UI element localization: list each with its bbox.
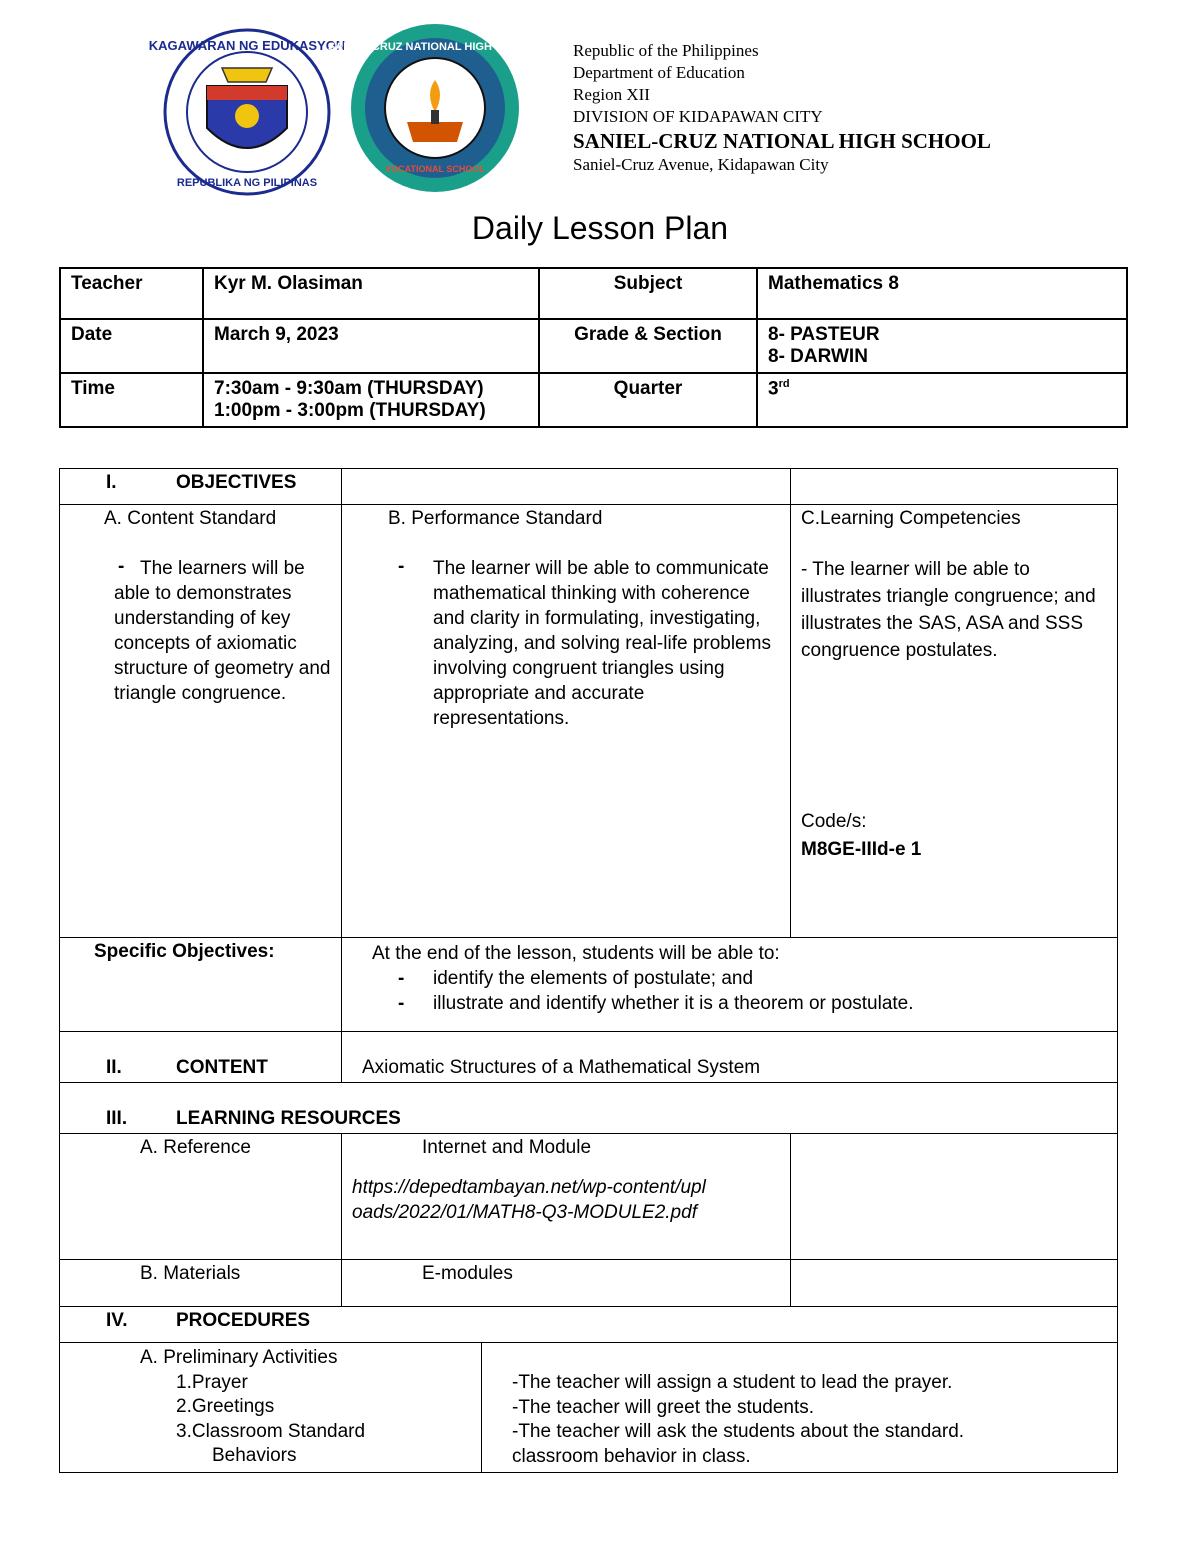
objectives-title: OBJECTIVES xyxy=(176,472,297,493)
empty-cell xyxy=(791,469,1118,505)
lesson-table xyxy=(59,468,1118,1473)
school-seal-logo xyxy=(327,22,543,194)
svg-text:KAGAWARAN NG EDUKASYON: KAGAWARAN NG EDUKASYON xyxy=(148,38,346,53)
section-1: 8- PASTEUR xyxy=(768,324,880,345)
content-standard-label: A. Content Standard xyxy=(104,508,277,529)
date-value: March 9, 2023 xyxy=(203,319,539,373)
teacher-label: Teacher xyxy=(60,268,203,319)
teacher-value: Kyr M. Olasiman xyxy=(203,268,539,319)
specific-objective-item xyxy=(372,991,1107,1016)
quarter-label: Quarter xyxy=(539,373,757,427)
specific-objective-text: illustrate and identify whether it is a theorem or postulate. xyxy=(433,993,914,1014)
letterhead-line: Department of Education xyxy=(573,63,745,82)
quarter-suffix: rd xyxy=(778,378,790,390)
svg-text:REPUBLIKA NG PILIPINAS: REPUBLIKA NG PILIPINAS xyxy=(176,177,318,189)
procedure-notes-cell xyxy=(482,1343,1118,1473)
empty-cell xyxy=(791,1134,1118,1260)
procedure-note: -The teacher will ask the students about the standard. xyxy=(512,1421,965,1442)
subject-value: Mathematics 8 xyxy=(757,268,1127,319)
time-label: Time xyxy=(60,373,203,427)
performance-standard-item xyxy=(398,556,780,731)
content-standard-text xyxy=(114,556,331,706)
procedure-note: -The teacher will assign a student to lead the prayer. xyxy=(512,1372,953,1393)
reference-value: Internet and Module xyxy=(422,1137,592,1158)
school-name: SANIEL-CRUZ NATIONAL HIGH SCHOOL xyxy=(573,129,991,153)
content-heading xyxy=(60,1032,342,1083)
step-item-continued: Behaviors xyxy=(212,1445,297,1466)
deped-seal-logo xyxy=(148,28,346,196)
specific-objectives-intro: At the end of the lesson, students will be able to: xyxy=(372,943,780,964)
competency-code: M8GE-IIId-e 1 xyxy=(801,839,922,860)
info-table xyxy=(59,267,1128,428)
content-standard-item xyxy=(114,556,331,706)
step-item: 3.Classroom Standard xyxy=(176,1420,366,1442)
specific-objective-text: identify the elements of postulate; and xyxy=(433,968,754,989)
grade-label: Grade & Section xyxy=(539,319,757,373)
time-value xyxy=(203,373,539,427)
reference-label: A. Reference xyxy=(60,1134,342,1260)
svg-text:VOCATIONAL SCHOOL: VOCATIONAL SCHOOL xyxy=(385,164,485,174)
specific-objectives-cell xyxy=(342,938,1118,1032)
empty-cell xyxy=(342,469,791,505)
resources-title: LEARNING RESOURCES xyxy=(176,1108,401,1129)
dash-mark: - xyxy=(398,993,405,1014)
empty-cell xyxy=(791,1260,1118,1307)
content-num: II. xyxy=(106,1057,122,1078)
materials-value: E-modules xyxy=(342,1260,791,1307)
specific-objective-item xyxy=(372,966,1107,991)
resources-num: III. xyxy=(106,1108,128,1129)
letterhead-line: Region XII xyxy=(573,85,650,104)
quarter-value xyxy=(757,373,1127,427)
objectives-num: I. xyxy=(106,472,117,493)
date-label: Date xyxy=(60,319,203,373)
time-slot-1: 7:30am - 9:30am (THURSDAY) xyxy=(214,378,484,399)
performance-standard-cell xyxy=(342,505,791,938)
preliminary-activities-label: A. Preliminary Activities xyxy=(140,1347,338,1368)
letterhead-line: Republic of the Philippines xyxy=(573,41,759,60)
content-text: Axiomatic Structures of a Mathematical System xyxy=(342,1032,1118,1083)
code-label: Code/s: xyxy=(801,811,867,832)
time-slot-2: 1:00pm - 3:00pm (THURSDAY) xyxy=(214,400,486,421)
procedures-title: PROCEDURES xyxy=(176,1310,311,1331)
subject-label: Subject xyxy=(539,268,757,319)
specific-objectives-label: Specific Objectives: xyxy=(60,938,342,1032)
step-item: 1.Prayer xyxy=(176,1371,248,1393)
content-standard-value: The learners will be able to demonstrates understanding of key concepts of axiomatic structure of geometry and triangle congruence. xyxy=(114,558,331,704)
competencies-cell xyxy=(791,505,1118,938)
grade-value xyxy=(757,319,1127,373)
procedure-note: -The teacher will greet the students. xyxy=(512,1396,815,1418)
performance-standard-text: The learner will be able to communicate mathematical thinking with coherence and clarity in formulating, investigating, analyzing, and solving real-life problems involving congruent triangles using appropriate and accurate representations. xyxy=(433,558,771,729)
svg-text:SANIEL-CRUZ NATIONAL HIGH SCHO: SANIEL-CRUZ NATIONAL HIGH SCHOOL xyxy=(327,41,543,53)
page-title: Daily Lesson Plan xyxy=(471,210,729,246)
school-address: Saniel-Cruz Avenue, Kidapawan City xyxy=(573,155,829,174)
dash-mark: - xyxy=(398,968,405,989)
content-standard-cell xyxy=(60,505,342,938)
reference-cell xyxy=(342,1134,791,1260)
quarter-number: 3 xyxy=(768,378,779,400)
resources-heading xyxy=(60,1083,1118,1134)
section-2: 8- DARWIN xyxy=(768,346,868,367)
competencies-label: C.Learning Competencies xyxy=(801,508,1021,529)
letterhead-line: DIVISION OF KIDAPAWAN CITY xyxy=(573,107,823,126)
procedures-heading xyxy=(60,1307,1118,1343)
content-title: CONTENT xyxy=(176,1057,268,1078)
objectives-heading xyxy=(60,469,342,505)
performance-standard-label: B. Performance Standard xyxy=(388,508,603,529)
preliminary-activities-cell xyxy=(60,1343,482,1473)
materials-label: B. Materials xyxy=(60,1260,342,1307)
step-item: 2.Greetings xyxy=(176,1396,275,1417)
procedures-num: IV. xyxy=(106,1310,128,1331)
dash-mark: - xyxy=(118,556,125,577)
reference-url[interactable]: https://depedtambayan.net/wp-content/uploads/2022/01/MATH8-Q3-MODULE2.pdf xyxy=(352,1177,706,1223)
dash-mark: - xyxy=(398,556,405,577)
letterhead xyxy=(573,40,991,176)
procedure-note: classroom behavior in class. xyxy=(512,1445,751,1467)
competencies-text: - The learner will be able to illustrates triangle congruence; and illustrates the SAS, ASA and SSS congruence postulates. xyxy=(801,559,1096,661)
